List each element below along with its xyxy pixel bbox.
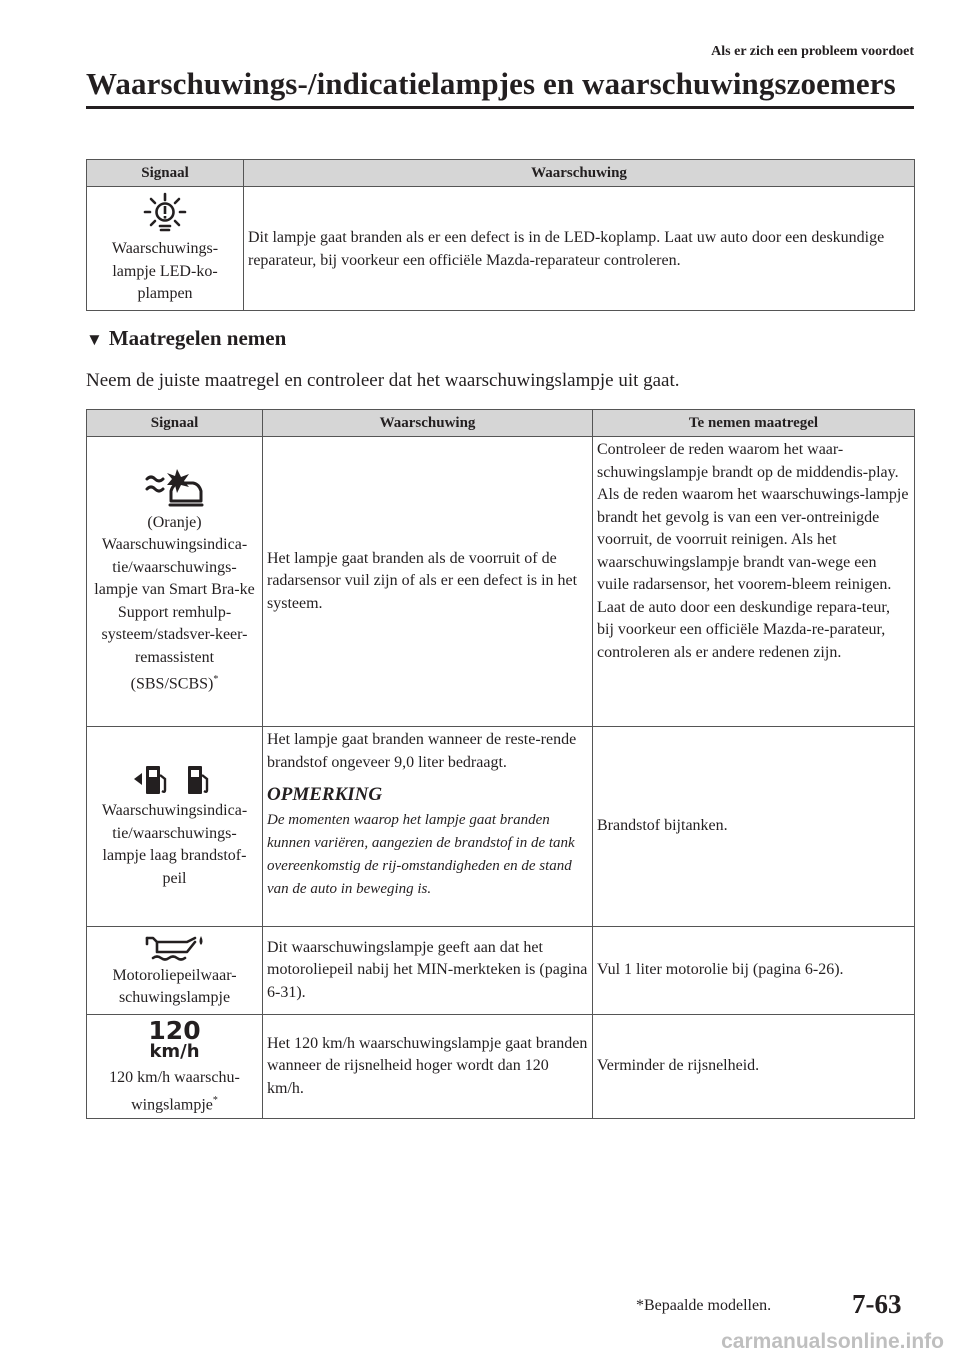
- table-row: [87, 727, 915, 927]
- table-row: [87, 437, 915, 727]
- watermark: carmanualsonline.info: [721, 1330, 944, 1353]
- footnote: *Bepaalde modellen.: [636, 1297, 772, 1314]
- running-header-section: Als er zich een probleem voordoet: [711, 44, 914, 59]
- action-text: Vul 1 liter motorolie bij (pagina 6-26).: [593, 927, 915, 1015]
- signal-cell: [87, 187, 244, 311]
- action-text: Brandstof bijtanken.: [593, 727, 915, 927]
- sbs-collision-warning-icon: [143, 467, 207, 509]
- header-rule: [86, 106, 914, 109]
- signal-label: Waarschuwings-lampje LED-ko-plampen: [111, 240, 219, 303]
- note-text: De momenten waarop het lampje gaat branden kunnen variëren, aangezien de brandstof in de tank overeenkomstig de rij-omstandigheden en de stand van de auto in beweging is.: [267, 811, 575, 897]
- signal-cell: [87, 437, 263, 727]
- warning-table-led: [86, 159, 915, 311]
- action-text: Verminder de rijsnelheid.: [593, 1015, 915, 1119]
- page-title: Waarschuwings-/indicatielampjes en waarschuwingszoemers: [86, 66, 896, 101]
- col-header-signal: Signaal: [87, 160, 244, 187]
- triangle-bullet-icon: ▼: [86, 330, 103, 349]
- warning-text: Het 120 km/h waarschuwingslampje gaat branden wanneer de rijsnelheid hoger wordt dan 120 km/h.: [263, 1015, 593, 1119]
- low-fuel-icon: [130, 763, 220, 797]
- signal-color-label: (Oranje): [147, 513, 202, 531]
- warning-text: Het lampje gaat branden als de voorruit of de radarsensor vuil zijn of als er een defect is in het systeem.: [263, 437, 593, 727]
- note-title: OPMERKING: [267, 784, 383, 805]
- signal-label: Motoroliepeilwaar-schuwingslampje: [112, 966, 237, 1006]
- col-header-warning: Waarschuwing: [263, 410, 593, 437]
- action-text: Controleer de reden waarom het waar-schuwingslampje brandt op de middendis-play. Als de reden waarom het waarschuwings-lampje brandt het gevolg is van een ver-ontreinigde voorruit, de voorruit reinigen. Als het waarschuwingslampje brandt van-wege een vuile radarsensor, het voorem-bleem reinigen. Laat de auto door een deskundige repara-teur, bij voorkeur een officiële Mazda-re-parateur, controleren als er andere redenen zijn.: [593, 437, 915, 727]
- signal-cell: [87, 1015, 263, 1119]
- speed-120-number: 120: [148, 1016, 201, 1045]
- speed-120-icon: [91, 1016, 258, 1062]
- col-header-signal: Signaal: [87, 410, 263, 437]
- table-row: [87, 1015, 915, 1119]
- table-row: [87, 927, 915, 1015]
- signal-label: Waarschuwingsindica-tie/waarschuwings-lampje van Smart Bra-ke Support remhulp-systeem/stadsver-keer-remassistent (SBS/SCBS): [94, 536, 255, 693]
- warning-text: Dit waarschuwingslampje geeft aan dat het motoroliepeil nabij het MIN-merkteken is (pagina 6-31).: [263, 927, 593, 1015]
- oil-level-icon: [143, 932, 207, 962]
- warning-cell: [263, 727, 593, 927]
- signal-cell: [87, 927, 263, 1015]
- signal-label: 120 km/h waarschu-wingslampje: [109, 1069, 240, 1113]
- col-header-warning: Waarschuwing: [244, 160, 915, 187]
- led-headlight-warning-icon: [140, 191, 190, 235]
- warning-text: Dit lampje gaat branden als er een defect is in de LED-koplamp. Laat uw auto door een deskundige reparateur, bij voorkeur een officiële Mazda-reparateur controleren.: [244, 187, 915, 311]
- warning-table-actions: [86, 409, 915, 1119]
- page-number: 7-63: [852, 1289, 902, 1319]
- signal-label: Waarschuwingsindica-tie/waarschuwings-lampje laag brandstof-peil: [101, 802, 248, 887]
- footnote-mark: *: [213, 674, 219, 686]
- section-intro: Neem de juiste maatregel en controleer dat het waarschuwingslampje uit gaat.: [86, 370, 680, 391]
- section-title: Maatregelen nemen: [108, 326, 287, 350]
- footnote-mark: *: [212, 1094, 218, 1106]
- signal-cell: [87, 727, 263, 927]
- section-heading: [86, 326, 286, 351]
- speed-120-unit: km/h: [149, 1041, 200, 1062]
- col-header-action: Te nemen maatregel: [593, 410, 915, 437]
- warning-text: Het lampje gaat branden wanneer de reste-rende brandstof ongeveer 9,0 liter bedraagt.: [267, 731, 577, 771]
